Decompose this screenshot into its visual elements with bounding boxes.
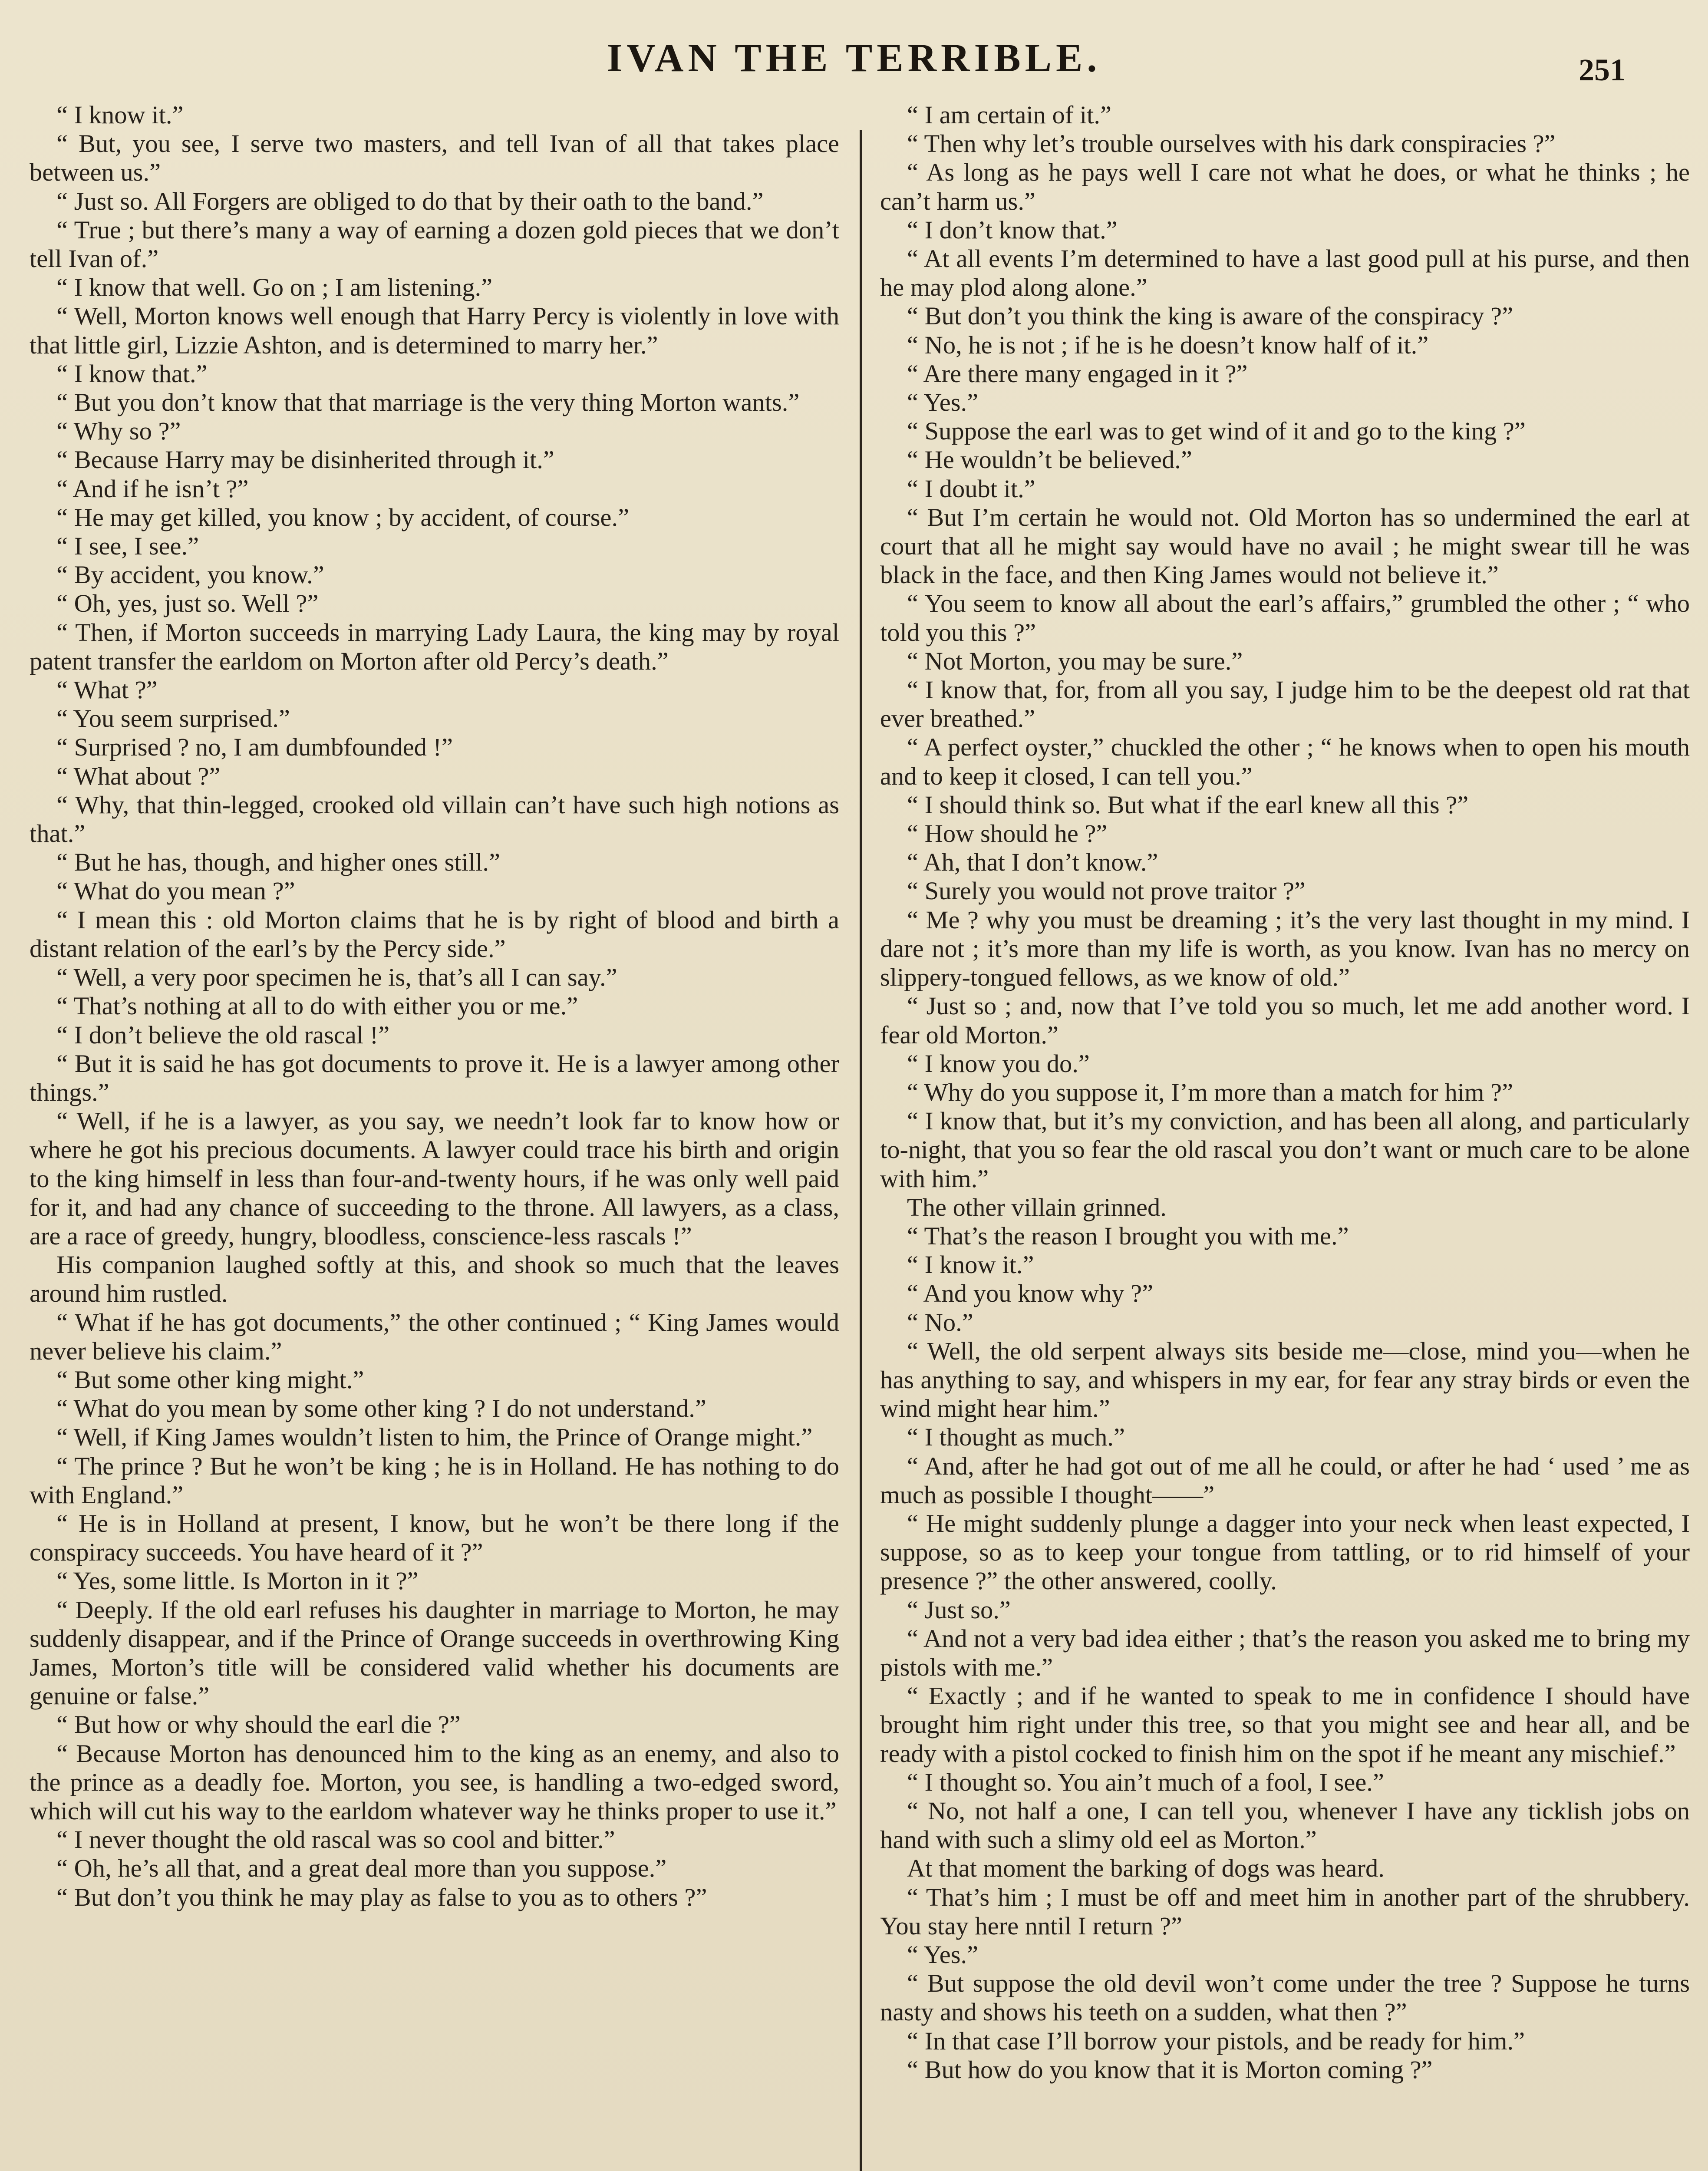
text-paragraph: At that moment the barking of dogs was heard.	[907, 1854, 1385, 1883]
text-paragraph: “ In that case I’ll borrow your pistols, and be ready for him.”	[907, 2026, 1525, 2055]
text-paragraph: “ I should think so. But what if the earl knew all this ?”	[907, 790, 1469, 819]
text-paragraph: “ Well, if he is a lawyer, as you say, we needn’t look far to know how or where he got his precious documents. A lawyer could trace his birth and origin to the king himself in less than four-and-twenty hours, if he was only well paid for it, and had any chance of succeeding to the throne. All lawyers, as a class, are a race of greedy, hungry, bloodless, conscience-less rascals !”	[30, 1107, 839, 1250]
text-paragraph: “ Why so ?”	[56, 417, 181, 445]
text-paragraph: “ He is in Holland at present, I know, but he won’t be there long if the conspiracy succeeds. You have heard of it ?”	[30, 1509, 839, 1567]
text-paragraph: “ But some other king might.”	[56, 1365, 364, 1394]
text-paragraph: “ Oh, he’s all that, and a great deal more than you suppose.”	[56, 1854, 667, 1883]
text-paragraph: “ I thought as much.”	[907, 1423, 1125, 1452]
text-paragraph: “ Yes.”	[907, 388, 979, 417]
text-paragraph: “ I know you do.”	[907, 1049, 1090, 1078]
text-paragraph: “ He might suddenly plunge a dagger into your neck when least expected, I suppose, so as to keep your tongue from tattling, or to rid himself of your presence ?” the other answered, coolly.	[880, 1509, 1690, 1595]
text-paragraph: “ Not Morton, you may be sure.”	[907, 647, 1243, 675]
text-paragraph: “ Well, if King James wouldn’t listen to him, the Prince of Orange might.”	[56, 1423, 813, 1452]
text-paragraph: “ I know it.”	[907, 1250, 1034, 1279]
text-paragraph: “ But how or why should the earl die ?”	[56, 1710, 461, 1739]
text-paragraph: “ He wouldn’t be believed.”	[907, 445, 1192, 474]
text-paragraph: “ Well, the old serpent always sits beside me—close, mind you—when he has anything to say, and whispers in my ear, for fear any stray birds or even the wind might hear him.”	[880, 1336, 1690, 1423]
right-text-column	[880, 101, 1690, 2171]
text-paragraph: “ What if he has got documents,” the other continued ; “ King James would never believe his claim.”	[30, 1308, 839, 1365]
text-paragraph: “ A perfect oyster,” chuckled the other ; “ he knows when to open his mouth and to keep it closed, I can tell you.”	[880, 733, 1690, 790]
text-paragraph: “ What do you mean by some other king ? I do not understand.”	[56, 1394, 706, 1423]
text-paragraph: “ And not a very bad idea either ; that’s the reason you asked me to bring my pistols with me.”	[880, 1624, 1690, 1681]
text-paragraph: “ Exactly ; and if he wanted to speak to me in confidence I should have brought him right under this tree, so that you might see and hear all, and be ready with a pistol cocked to finish him on the spot if he meant any mischief.”	[880, 1682, 1690, 1768]
text-paragraph: “ That’s the reason I brought you with me.”	[907, 1221, 1349, 1250]
running-title: IVAN THE TERRIBLE.	[607, 36, 1101, 80]
text-paragraph: “ No.”	[907, 1308, 973, 1336]
text-paragraph: “ I am certain of it.”	[907, 101, 1111, 129]
text-paragraph: “ But how do you know that it is Morton coming ?”	[907, 2055, 1433, 2084]
text-paragraph: “ I know that.”	[56, 359, 208, 388]
text-paragraph: “ I know that well. Go on ; I am listening.”	[56, 273, 493, 302]
text-paragraph: His companion laughed softly at this, and shook so much that the leaves around him rustled.	[30, 1250, 839, 1308]
text-paragraph: “ Deeply. If the old earl refuses his daughter in marriage to Morton, he may suddenly disappear, and if the Prince of Orange succeeds in overthrowing King James, Morton’s title will be considered valid whether his documents are genuine or false.”	[30, 1595, 839, 1710]
text-paragraph: “ Me ? why you must be dreaming ; it’s the very last thought in my mind. I dare not ; it’s more than my life is worth, as you know. Ivan has no mercy on slippery-tongued fellows, as we know of old.”	[880, 905, 1690, 992]
text-paragraph: “ True ; but there’s many a way of earning a dozen gold pieces that we don’t tell Ivan of.”	[30, 215, 839, 273]
text-paragraph: “ Ah, that I don’t know.”	[907, 848, 1158, 877]
text-paragraph: “ What ?”	[56, 676, 158, 704]
text-paragraph: “ But he has, though, and higher ones still.”	[56, 848, 500, 877]
text-paragraph: “ I see, I see.”	[56, 532, 199, 561]
text-paragraph: “ Surely you would not prove traitor ?”	[907, 877, 1306, 905]
left-text-column	[30, 101, 839, 2171]
text-paragraph: “ As long as he pays well I care not what he does, or what he thinks ; he can’t harm us.”	[880, 158, 1690, 215]
page-number: 251	[1579, 53, 1626, 87]
text-paragraph: “ Because Harry may be disinherited through it.”	[56, 445, 554, 474]
text-paragraph: “ Well, Morton knows well enough that Harry Percy is violently in love with that little girl, Lizzie Ashton, and is determined to marry her.”	[30, 302, 839, 359]
text-paragraph: “ Why do you suppose it, I’m more than a match for him ?”	[907, 1078, 1513, 1106]
text-paragraph: “ But you don’t know that that marriage is the very thing Morton wants.”	[56, 388, 800, 417]
text-paragraph: “ And, after he had got out of me all he could, or after he had ‘ used ’ me as much as possible I thought——”	[880, 1452, 1690, 1509]
text-paragraph: “ Yes.”	[907, 1940, 979, 1969]
text-paragraph: “ You seem surprised.”	[56, 704, 290, 733]
text-paragraph: “ Then why let’s trouble ourselves with his dark conspiracies ?”	[907, 129, 1556, 158]
text-paragraph: “ Are there many engaged in it ?”	[907, 359, 1248, 388]
text-paragraph: “ But don’t you think he may play as false to you as to others ?”	[56, 1883, 707, 1911]
text-paragraph: “ And you know why ?”	[907, 1279, 1154, 1308]
text-paragraph: “ You seem to know all about the earl’s affairs,” grumbled the other ; “ who told you this ?”	[880, 589, 1690, 647]
text-paragraph: “ What do you mean ?”	[56, 877, 295, 905]
text-paragraph: “ I know it.”	[56, 101, 184, 129]
text-paragraph: “ No, he is not ; if he is he doesn’t know half of it.”	[907, 330, 1429, 359]
text-paragraph: “ But it is said he has got documents to prove it. He is a lawyer among other things.”	[30, 1049, 839, 1106]
text-paragraph: “ Just so. All Forgers are obliged to do that by their oath to the band.”	[56, 187, 764, 215]
column-divider	[860, 130, 862, 2171]
text-paragraph: “ What about ?”	[56, 762, 221, 790]
text-paragraph: “ No, not half a one, I can tell you, whenever I have any ticklish jobs on hand with such a slimy old eel as Morton.”	[880, 1796, 1690, 1854]
text-paragraph: “ And if he isn’t ?”	[56, 474, 249, 503]
text-paragraph: “ I never thought the old rascal was so cool and bitter.”	[56, 1825, 615, 1854]
text-paragraph: “ Oh, yes, just so. Well ?”	[56, 589, 319, 618]
text-paragraph: “ I know that, but it’s my conviction, and has been all along, and particularly to-night, that you so fear the old rascal you don’t want or much care to be alone with him.”	[880, 1107, 1690, 1193]
text-paragraph: The other villain grinned.	[907, 1193, 1167, 1221]
text-paragraph: “ Just so.”	[907, 1595, 1011, 1624]
text-paragraph: “ But, you see, I serve two masters, and tell Ivan of all that takes place between us.”	[30, 129, 839, 187]
text-paragraph: “ How should he ?”	[907, 819, 1108, 848]
text-paragraph: “ Because Morton has denounced him to the king as an enemy, and also to the prince as a deadly foe. Morton, you see, is handling a two-edged sword, which will cut his way to the earldom whatever way he thinks proper to use it.”	[30, 1739, 839, 1825]
text-paragraph: “ I don’t believe the old rascal !”	[56, 1020, 390, 1049]
text-paragraph: “ I don’t know that.”	[907, 215, 1118, 244]
text-paragraph: “ Why, that thin-legged, crooked old villain can’t have such high notions as that.”	[30, 790, 839, 848]
text-paragraph: “ But I’m certain he would not. Old Morton has so undermined the earl at court that all he might say would have no avail ; he might swear till he was black in the face, and then King James would not believe it.”	[880, 503, 1690, 589]
text-paragraph: “ I thought so. You ain’t much of a fool, I see.”	[907, 1768, 1384, 1796]
text-paragraph: “ The prince ? But he won’t be king ; he is in Holland. He has nothing to do with England.”	[30, 1452, 839, 1509]
text-paragraph: “ By accident, you know.”	[56, 561, 324, 589]
text-paragraph: “ But don’t you think the king is aware of the conspiracy ?”	[907, 302, 1513, 330]
text-paragraph: “ Well, a very poor specimen he is, that’s all I can say.”	[56, 963, 617, 992]
text-paragraph: “ That’s nothing at all to do with either you or me.”	[56, 992, 578, 1020]
text-paragraph: “ Surprised ? no, I am dumbfounded !”	[56, 733, 453, 762]
text-paragraph: “ I doubt it.”	[907, 474, 1035, 503]
text-paragraph: “ But suppose the old devil won’t come under the tree ? Suppose he turns nasty and shows his teeth on a sudden, what then ?”	[880, 1969, 1690, 2026]
text-paragraph: “ Yes, some little. Is Morton in it ?”	[56, 1567, 419, 1595]
text-paragraph: “ That’s him ; I must be off and meet him in another part of the shrubbery. You stay here nntil I return ?”	[880, 1883, 1690, 1940]
text-paragraph: “ At all events I’m determined to have a last good pull at his purse, and then he may plod along alone.”	[880, 244, 1690, 302]
text-paragraph: “ Just so ; and, now that I’ve told you so much, let me add another word. I fear old Morton.”	[880, 992, 1690, 1049]
text-paragraph: “ I know that, for, from all you say, I judge him to be the deepest old rat that ever breathed.”	[880, 676, 1690, 733]
text-paragraph: “ Suppose the earl was to get wind of it and go to the king ?”	[907, 417, 1526, 445]
text-paragraph: “ Then, if Morton succeeds in marrying Lady Laura, the king may by royal patent transfer the earldom on Morton after old Percy’s death.”	[30, 618, 839, 675]
text-paragraph: “ He may get killed, you know ; by accident, of course.”	[56, 503, 630, 531]
text-paragraph: “ I mean this : old Morton claims that he is by right of blood and birth a distant relation of the earl’s by the Percy side.”	[30, 905, 839, 963]
